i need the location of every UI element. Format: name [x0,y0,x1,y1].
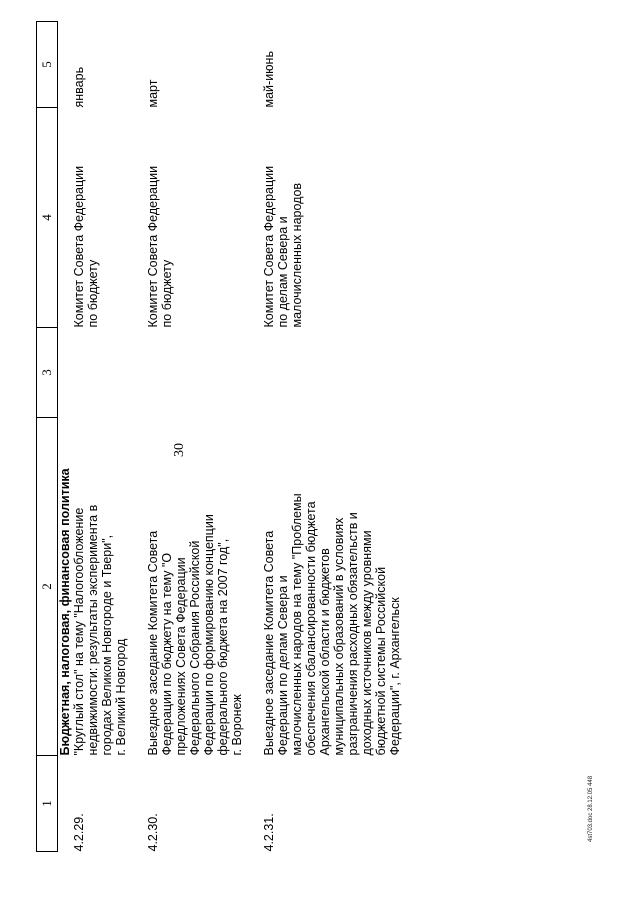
header-row [37,22,58,852]
plan-table [36,21,402,852]
table-row [262,22,402,852]
table-row [146,22,244,852]
column-header-1: 1 [37,756,58,852]
item-number: 4.2.29. [72,813,86,852]
section-row [58,22,73,852]
table-row [72,22,128,852]
item-responsible: Комитет Совета Федерации по делам Севера и малочисленных народов [262,165,304,328]
section-title: Бюджетная, налоговая, финансовая политика [58,468,72,756]
item-date: май-июнь [262,51,276,108]
item-responsible: Комитет Совета Федерации по бюджету [146,165,174,328]
column-header-2: 2 [37,418,58,756]
item-description: Выездное заседание Комитета Совета Федерации по делам Севера и малочисленных народов на тему "Проблемы обеспечения сбалансированности бюджета Архангельской области и бюджетов муниципальных образований в условиях разграничения расходных обязательств и доходных источников между уровнями бюджетной системы Российской Федерации", г. Архангельск [262,493,402,756]
item-number: 4.2.30. [146,813,160,852]
item-number: 4.2.31. [262,813,276,852]
column-header-5: 5 [37,22,58,108]
item-date: март [146,79,160,108]
item-description: Выездное заседание Комитета Совета Федерации по бюджету на тему "О предложениях Совета Федерации Федерального Собрания Российской Федерации по формированию концепции федерального бюджета на 2007 год", г. Воронеж [146,514,244,756]
page-number: 30 [172,443,187,457]
item-date: январь [72,66,86,108]
column-header-3: 3 [37,328,58,418]
column-header-4: 4 [37,108,58,328]
file-stamp: 4st703.doc 28.12.05 448 [588,775,594,842]
item-description: "Круглый стол" на тему "Налогообложение недвижимости: результаты эксперимента в городах Великом Новгороде и Твери", г. Великий Новгород [72,504,128,756]
item-responsible: Комитет Совета Федерации по бюджету [72,165,100,328]
